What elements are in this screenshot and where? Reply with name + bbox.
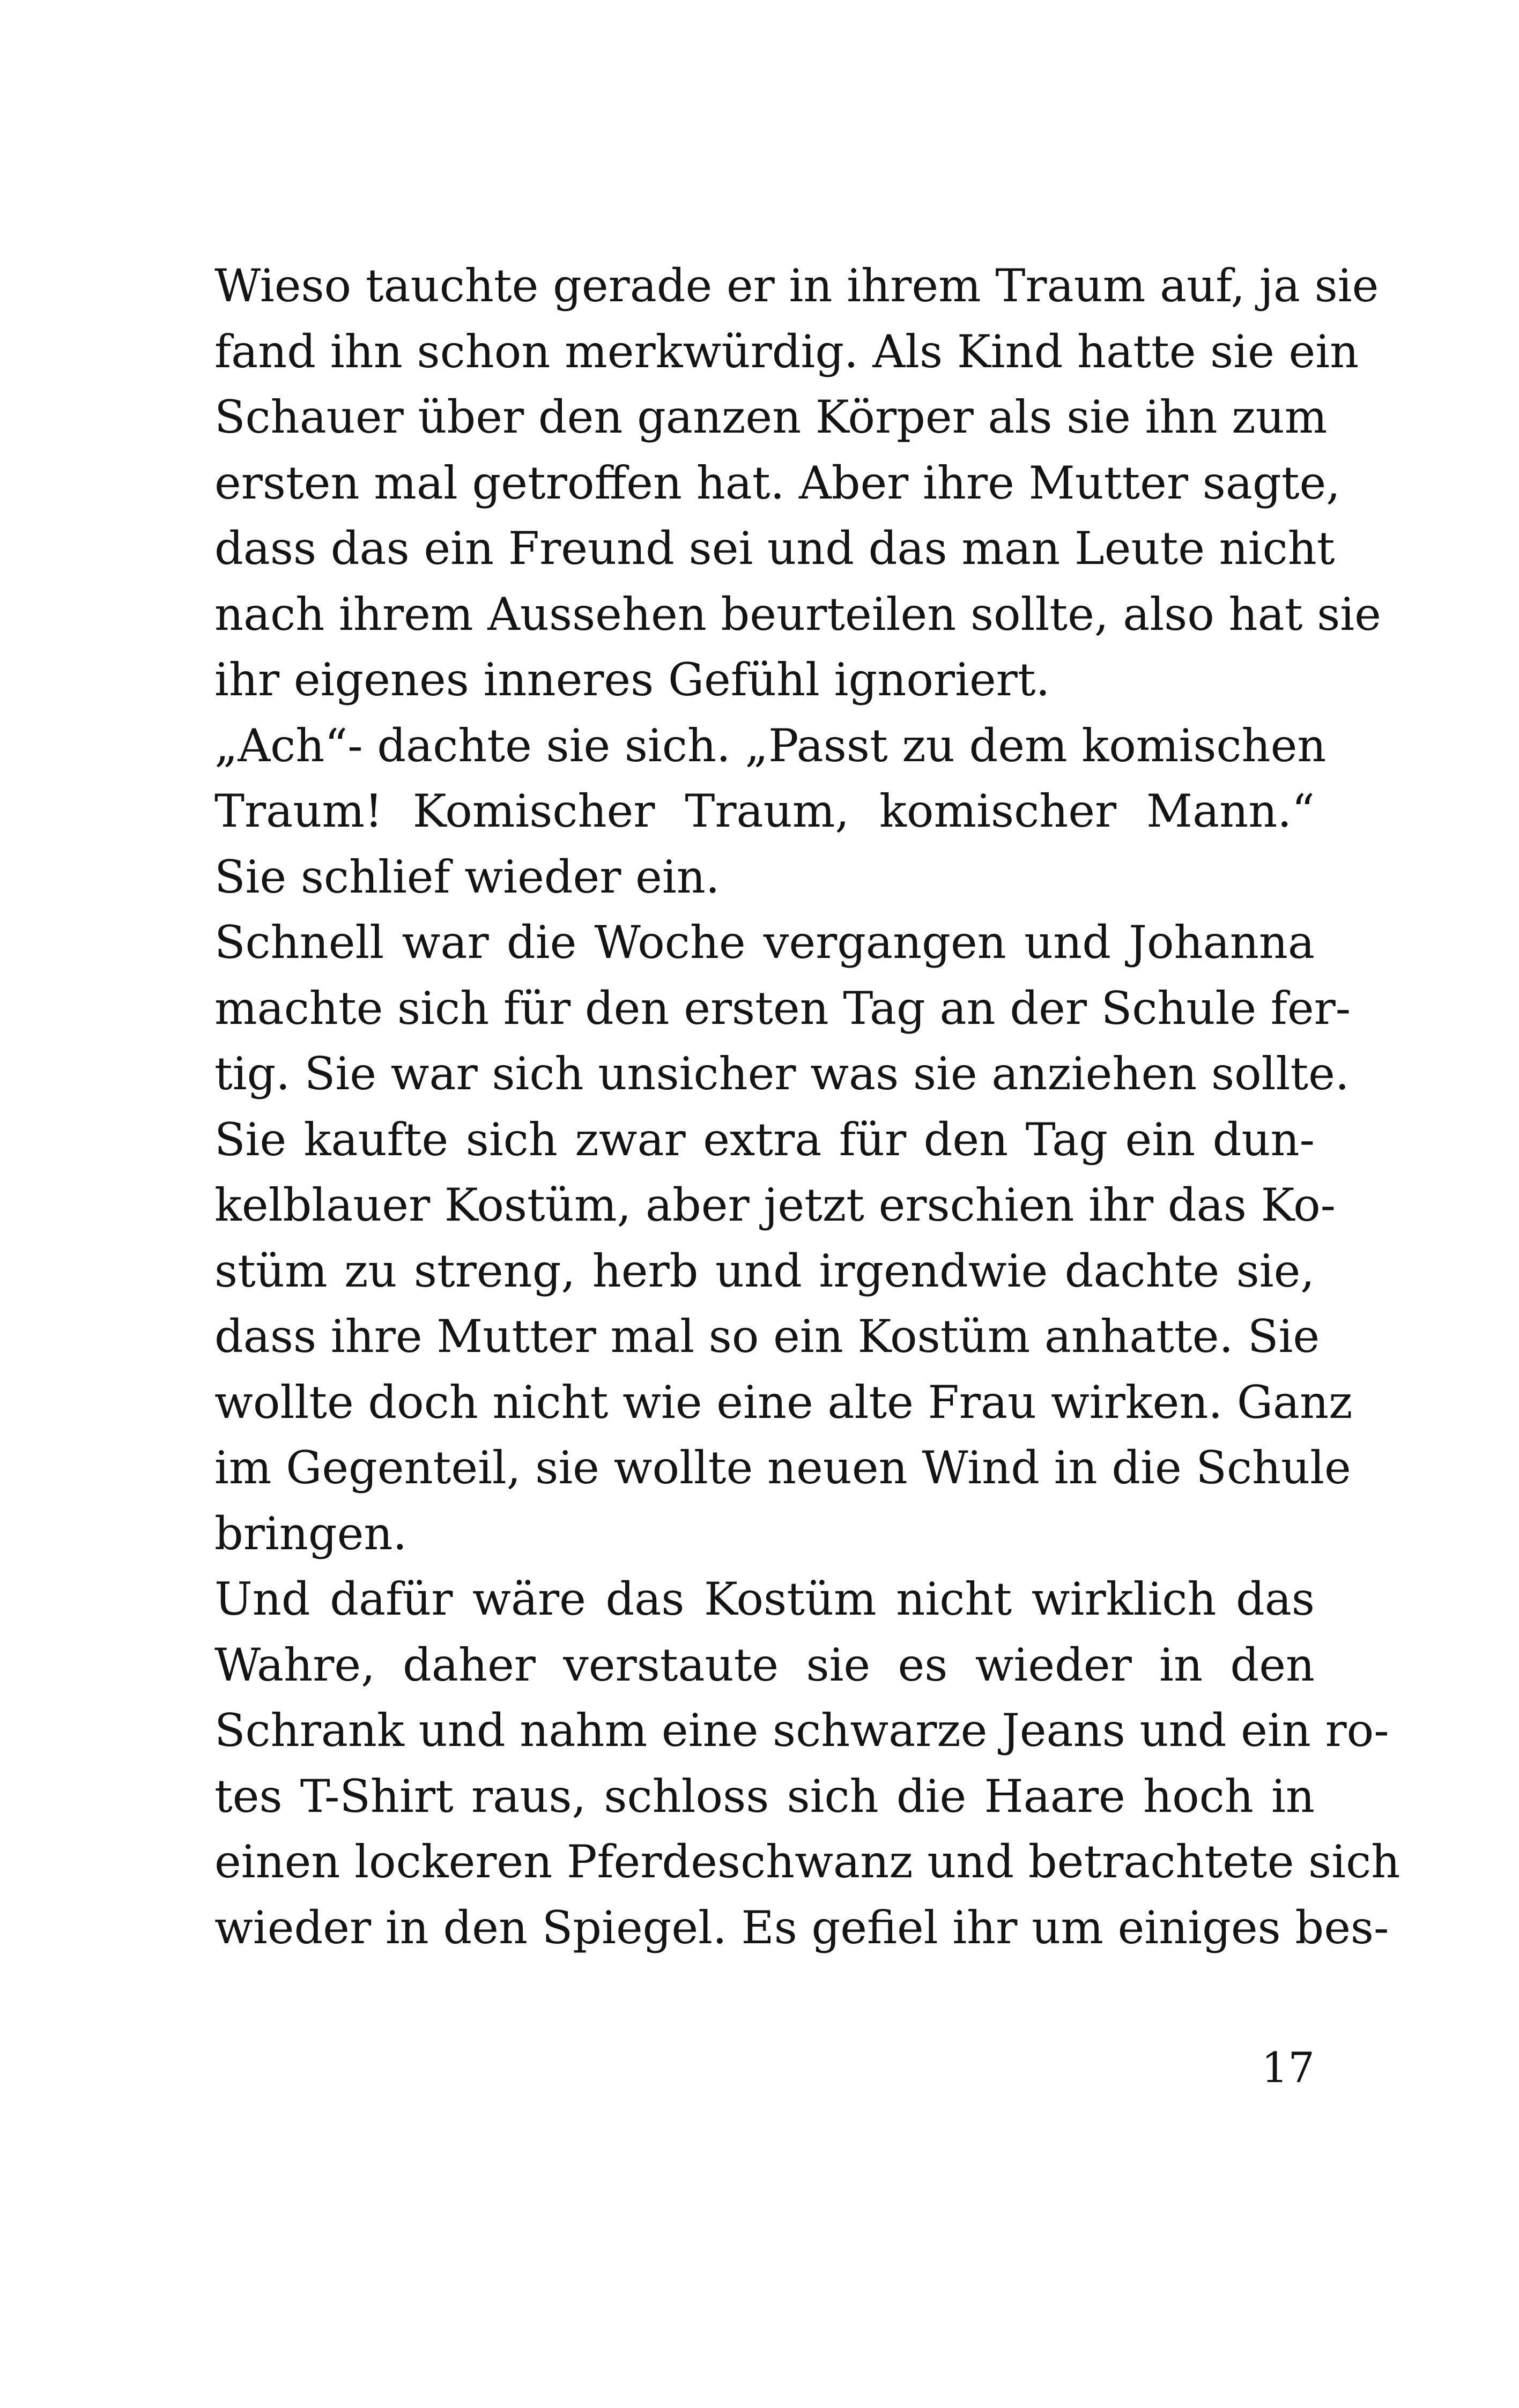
text-line: Wahre, daher verstaute sie es wieder in den [214, 1638, 1315, 1691]
text-line: wollte doch nicht wie eine alte Frau wirken. Ganz [214, 1376, 1353, 1429]
text-line: Schnell war die Woche vergangen und Johanna [214, 916, 1315, 969]
text-line: Traum! Komischer Traum, komischer Mann.“ [214, 785, 1315, 837]
text-line: einen lockeren Pferdeschwanz und betrachtete sich [214, 1835, 1401, 1888]
text-line: Schrank und nahm eine schwarze Jeans und ein ro- [214, 1704, 1389, 1757]
text-line: nach ihrem Aussehen beurteilen sollte, also hat sie [214, 588, 1381, 641]
text-line: tig. Sie war sich unsicher was sie anziehen sollte. [214, 1047, 1350, 1100]
text-line: tes T-Shirt raus, schloss sich die Haare hoch in [214, 1770, 1315, 1823]
text-line: ersten mal getroffen hat. Aber ihre Mutter sagte, [214, 456, 1340, 509]
text-line: dass das ein Freund sei und das man Leute nicht [214, 522, 1335, 575]
text-line: bringen. [214, 1507, 407, 1560]
text-line: dass ihre Mutter mal so ein Kostüm anhatte. Sie [214, 1310, 1320, 1363]
text-line: kelblauer Kostüm, aber jetzt erschien ihr das Ko- [214, 1179, 1336, 1231]
text-line: ihr eigenes inneres Gefühl ignoriert. [214, 653, 1050, 706]
text-line: Sie schlief wieder ein. [214, 850, 720, 903]
page-number: 17 [1261, 2044, 1315, 2092]
paragraph-1 [214, 253, 1381, 713]
text-line: Sie kaufte sich zwar extra für den Tag ein dun- [214, 1113, 1315, 1166]
paragraph-2 [214, 713, 1327, 910]
text-line: Wieso tauchte gerade er in ihrem Traum auf, ja sie [214, 259, 1379, 312]
text-line: wieder in den Spiegel. Es gefiel ihr um einiges bes- [214, 1901, 1389, 1954]
text-line: fand ihn schon merkwürdig. Als Kind hatte sie ein [214, 325, 1359, 378]
text-line: im Gegenteil, sie wollte neuen Wind in die Schule [214, 1441, 1351, 1494]
paragraph-4 [214, 1566, 1401, 1960]
text-line: „Ach“- dachte sie sich. „Passt zu dem komischen [214, 719, 1327, 772]
text-line: Und dafür wäre das Kostüm nicht wirklich das [214, 1573, 1315, 1625]
body-text [214, 253, 1401, 1960]
text-line: stüm zu streng, herb und irgendwie dachte sie, [214, 1244, 1315, 1297]
text-line: machte sich für den ersten Tag an der Schule fer- [214, 982, 1351, 1035]
paragraph-3 [214, 910, 1353, 1566]
text-line: Schauer über den ganzen Körper als sie ihn zum [214, 391, 1328, 443]
